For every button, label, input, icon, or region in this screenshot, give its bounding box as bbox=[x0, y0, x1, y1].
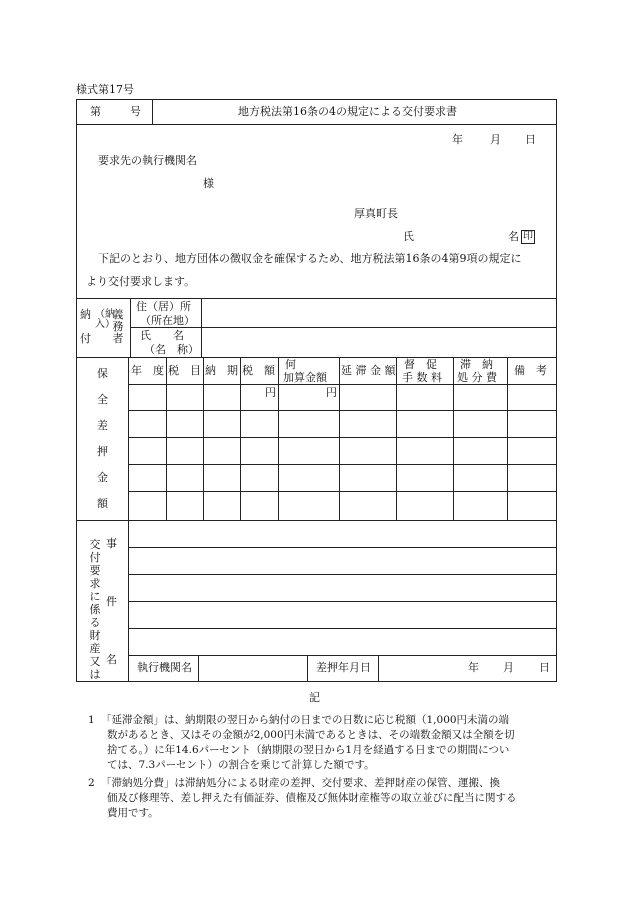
date-day: 日 bbox=[525, 133, 536, 146]
header-entai: 延 滞 金 額 bbox=[341, 364, 396, 377]
header-divider bbox=[76, 124, 557, 125]
property-row-1 bbox=[128, 547, 557, 548]
note-2-number: 2 bbox=[88, 777, 95, 789]
note-1-line-2: 数があるとき、又はその金額が2,000円未満であるときは、その端数金額又は全額を切 bbox=[107, 729, 515, 741]
col-line-7 bbox=[453, 357, 454, 520]
header-taino-bottom: 処 分 費 bbox=[457, 371, 497, 384]
taxpayer-side-gimusha: 義務者 bbox=[112, 308, 124, 345]
note-1-number: 1 bbox=[88, 714, 95, 726]
col-line-8 bbox=[507, 357, 508, 520]
property-row-3 bbox=[128, 601, 557, 602]
property-side-vline bbox=[128, 520, 129, 682]
header-kasan-bottom: 加算金額 bbox=[283, 371, 327, 384]
form-frame bbox=[76, 99, 557, 682]
taxpayer-label-vline bbox=[201, 298, 202, 357]
header-nendo: 年 度 bbox=[131, 364, 164, 377]
date-month: 月 bbox=[490, 133, 501, 146]
header-kasan-top: 何 bbox=[285, 358, 296, 371]
header-tokusoku-top: 督 促 bbox=[404, 358, 437, 371]
agency-label: 執行機関名 bbox=[137, 661, 192, 674]
number-go: 号 bbox=[130, 105, 141, 118]
yen-kasan: 円 bbox=[326, 386, 337, 399]
sender-shi: 氏 bbox=[403, 230, 414, 243]
agency-vline bbox=[198, 655, 199, 682]
seizure-date-label: 差押年月日 bbox=[316, 661, 371, 674]
header-zeimoku: 税 目 bbox=[168, 364, 201, 377]
body-line-2: より交付要求します。 bbox=[86, 275, 196, 288]
property-top-divider bbox=[76, 520, 557, 521]
note-2-line-1: 「滞納処分費」は滞納処分による財産の差押、交付要求、差押財産の保管、運搬、換 bbox=[101, 777, 500, 789]
note-1-line-4: ては、7.3パーセント）の割合を乗じて計算した額です。 bbox=[107, 759, 375, 771]
address-label: 住（居）所 bbox=[136, 300, 191, 313]
number-dai: 第 bbox=[90, 105, 101, 118]
taxpayer-side-tsuki: 付 bbox=[80, 332, 91, 345]
addressee-label: 要求先の執行機関名 bbox=[98, 154, 197, 167]
col-line-4 bbox=[278, 357, 279, 520]
sender-town: 厚真町長 bbox=[354, 207, 398, 220]
property-row-5 bbox=[128, 655, 557, 656]
document-title: 地方税法第16条の4の規定による交付要求書 bbox=[238, 105, 457, 118]
amounts-side-2: 全 bbox=[97, 393, 108, 406]
header-zeigaku: 税 額 bbox=[242, 364, 275, 377]
seal-mark: 印 bbox=[523, 231, 533, 242]
address-sublabel: （所在地） bbox=[140, 314, 195, 327]
header-biko: 備 考 bbox=[514, 364, 547, 377]
date-year: 年 bbox=[452, 133, 463, 146]
body-line-1: 下記のとおり、地方団体の徴収金を確保するため、地方税法第16条の4第9項の規定に bbox=[98, 252, 522, 265]
ki-heading: 記 bbox=[309, 691, 320, 704]
col-line-6 bbox=[396, 357, 397, 520]
yen-zeigaku: 円 bbox=[265, 386, 276, 399]
note-1-line-3: 捨てる。）に年14.6パーセント（納期限の翌日から1月を経過する日までの期間につい bbox=[107, 744, 510, 756]
property-row-2 bbox=[128, 574, 557, 575]
amounts-header-divider bbox=[128, 384, 557, 385]
amounts-side-6: 額 bbox=[97, 497, 108, 510]
amounts-row-2 bbox=[128, 437, 557, 438]
note-2-line-2: 価及び修理等、差し押えた有価証券、債権及び無体財産権等の取立並びに配当に関する bbox=[107, 792, 517, 804]
property-side-koto: 事 bbox=[106, 537, 117, 550]
seizure-month: 月 bbox=[503, 661, 514, 674]
amounts-row-4 bbox=[128, 491, 557, 492]
col-line-3 bbox=[240, 357, 241, 520]
seizure-year: 年 bbox=[468, 661, 479, 674]
taxpayer-top-divider bbox=[76, 298, 557, 299]
name-label: 氏 名 bbox=[140, 329, 184, 342]
note-1-line-1: 「延滞金額」は、納期限の翌日から納付の日までの日数に応じ税額（1,000円未満の端 bbox=[101, 714, 510, 726]
taxpayer-mid-divider bbox=[130, 327, 557, 328]
property-row-4 bbox=[128, 628, 557, 629]
name-sublabel: （名 称） bbox=[144, 343, 199, 356]
addressee-sama: 様 bbox=[203, 177, 214, 190]
col-line-2 bbox=[203, 357, 204, 520]
seizure-vline-2 bbox=[378, 655, 379, 682]
amounts-row-1 bbox=[128, 410, 557, 411]
col-line-1 bbox=[166, 357, 167, 520]
amounts-side-3: 差 bbox=[97, 419, 108, 432]
header-vline bbox=[152, 99, 153, 124]
taxpayer-vline bbox=[130, 298, 131, 357]
property-side-ken: 件 bbox=[106, 595, 117, 608]
amounts-side-5: 金 bbox=[97, 471, 108, 484]
seizure-day: 日 bbox=[539, 661, 550, 674]
header-nouki: 納 期 bbox=[205, 364, 238, 377]
form-number: 様式第17号 bbox=[76, 83, 134, 96]
property-side-label: 交付要求に係る財産又は bbox=[89, 538, 101, 681]
amounts-row-3 bbox=[128, 464, 557, 465]
taxpayer-side-nounyuu: （納入） bbox=[95, 309, 115, 330]
header-taino-top: 滞 納 bbox=[460, 358, 493, 371]
taxpayer-side-nou: 納 bbox=[80, 308, 91, 321]
col-line-5 bbox=[339, 357, 340, 520]
property-side-mei: 名 bbox=[106, 653, 117, 666]
note-2-line-3: 費用です。 bbox=[107, 807, 159, 819]
amounts-side-1: 保 bbox=[97, 367, 108, 380]
sender-mei: 名 bbox=[508, 230, 519, 243]
header-tokusoku-bottom: 手 数 料 bbox=[402, 371, 442, 384]
seizure-vline-1 bbox=[307, 655, 308, 682]
amounts-side-4: 押 bbox=[97, 445, 108, 458]
amounts-side-vline bbox=[128, 357, 129, 520]
